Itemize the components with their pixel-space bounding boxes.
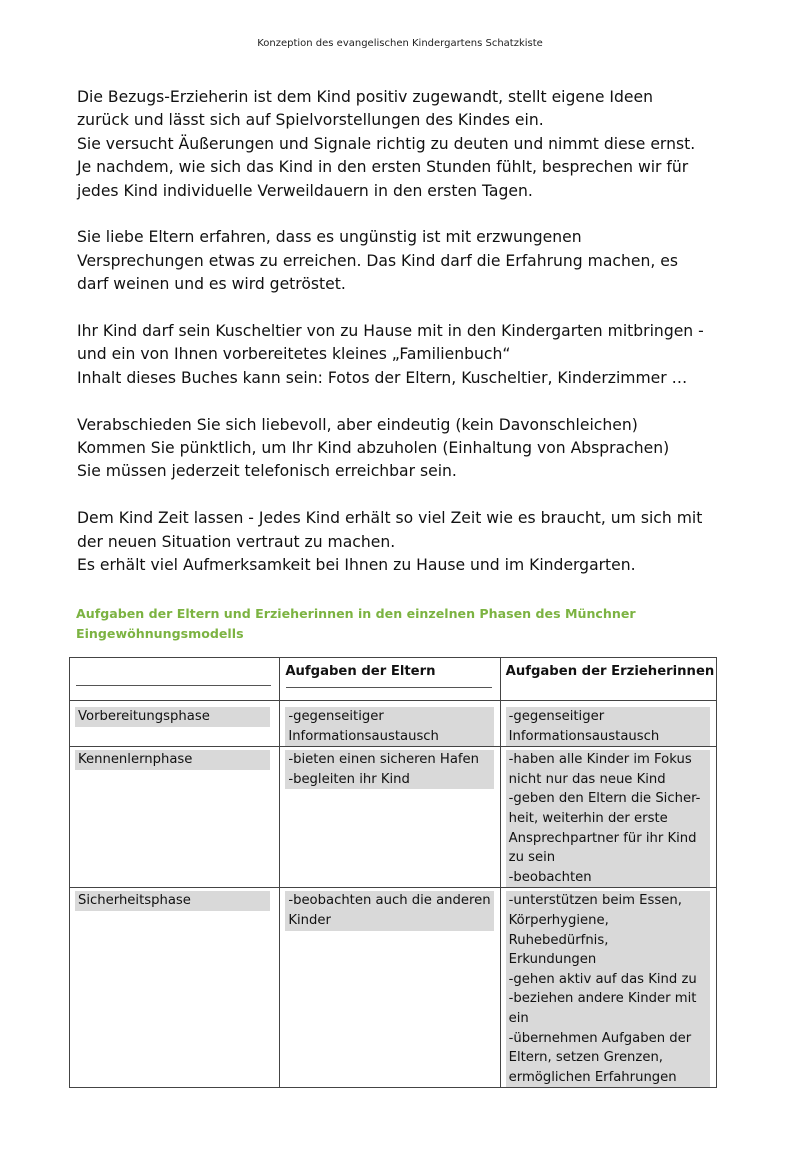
text-line: Sie versucht Äußerungen und Signale richtig zu deuten und nimmt diese ernst.: [77, 134, 696, 153]
task-line: zu sein: [506, 848, 710, 868]
text-line: Sie müssen jederzeit telefonisch erreichbar sein.: [77, 462, 457, 481]
table-header-cell: [70, 658, 280, 701]
task-line: -beziehen andere Kinder mit: [506, 989, 710, 1009]
task-line: heit, weiterhin der erste: [506, 809, 710, 829]
table-row: [70, 747, 717, 888]
task-line: Körperhygiene,: [506, 911, 710, 931]
phase-table: [69, 657, 717, 1088]
table-header-row: [70, 658, 717, 701]
body-text: [77, 86, 757, 601]
table-header-cell: [280, 658, 500, 701]
text-line: der neuen Situation vertraut zu machen.: [77, 532, 396, 551]
table-row: [70, 888, 717, 1088]
task-line: ein: [506, 1009, 710, 1029]
task-line: Eltern, setzen Grenzen,: [506, 1048, 710, 1068]
phase-cell: [70, 888, 280, 1088]
text-line: Versprechungen etwas zu erreichen. Das Kind darf die Erfahrung machen, es: [77, 251, 678, 270]
table-header-cell: [500, 658, 716, 701]
text-line: darf weinen und es wird getröstet.: [77, 275, 346, 294]
text-line: und ein von Ihnen vorbereitetes kleines „Familienbuch“: [77, 345, 511, 364]
text-line: zurück und lässt sich auf Spielvorstellungen des Kindes ein.: [77, 111, 544, 130]
task-line: Ansprechpartner für ihr Kind: [506, 829, 710, 849]
task-line: -beobachten auch die anderen: [285, 891, 493, 911]
paragraph: [77, 226, 757, 296]
task-line: ermöglichen Erfahrungen: [506, 1068, 710, 1088]
erzieherinnen-cell: [500, 701, 716, 747]
paragraph: [77, 320, 757, 390]
task-line: Informationsaustausch: [506, 727, 710, 747]
header-label: Aufgaben der Erzieherinnen: [505, 664, 715, 679]
task-line: Informationsaustausch: [285, 727, 493, 747]
text-line: Sie liebe Eltern erfahren, dass es ungünstig ist mit erzwungenen: [77, 228, 582, 247]
task-line: Ruhebedürfnis,: [506, 931, 710, 951]
eltern-cell: [280, 747, 500, 888]
task-line: -begleiten ihr Kind: [285, 770, 493, 790]
phase-cell: [70, 747, 280, 888]
page-header: Konzeption des evangelischen Kindergartens Schatzkiste: [257, 38, 543, 49]
eltern-cell: [280, 888, 500, 1088]
paragraph: [77, 414, 757, 484]
task-line: -bieten einen sicheren Hafen: [285, 750, 493, 770]
header-underline: [286, 687, 491, 688]
phase-label: Sicherheitsphase: [75, 891, 270, 911]
task-line: Kinder: [285, 911, 493, 931]
header-label: [70, 658, 279, 662]
text-line: Kommen Sie pünktlich, um Ihr Kind abzuholen (Einhaltung von Absprachen): [77, 439, 670, 458]
phase-label: Vorbereitungsphase: [75, 707, 270, 727]
header-label: Aufgaben der Eltern: [285, 664, 436, 679]
task-line: -haben alle Kinder im Fokus: [506, 750, 710, 770]
text-line: Ihr Kind darf sein Kuscheltier von zu Hause mit in den Kindergarten mitbringen -: [77, 322, 704, 341]
text-line: Die Bezugs-Erzieherin ist dem Kind positiv zugewandt, stellt eigene Ideen: [77, 88, 653, 106]
eltern-cell: [280, 701, 500, 747]
phase-cell: [70, 701, 280, 747]
table-row: [70, 701, 717, 747]
erzieherinnen-cell: [500, 747, 716, 888]
header-underline: [76, 685, 271, 686]
text-line: Je nachdem, wie sich das Kind in den ersten Stunden fühlt, besprechen wir für: [77, 158, 689, 177]
task-line: -unterstützen beim Essen,: [506, 891, 710, 911]
text-line: Dem Kind Zeit lassen - Jedes Kind erhält so viel Zeit wie es braucht, um sich mit: [77, 509, 703, 528]
task-line: -übernehmen Aufgaben der: [506, 1029, 710, 1049]
heading-line: Eingewöhnungsmodells: [76, 626, 244, 641]
task-line: -geben den Eltern die Sicher-: [506, 789, 710, 809]
text-line: Inhalt dieses Buches kann sein: Fotos der Eltern, Kuscheltier, Kinderzimmer …: [77, 368, 688, 387]
text-line: Es erhält viel Aufmerksamkeit bei Ihnen zu Hause und im Kindergarten.: [77, 556, 636, 575]
text-line: Verabschieden Sie sich liebevoll, aber eindeutig (kein Davonschleichen): [77, 415, 638, 434]
task-line: Erkundungen: [506, 950, 710, 970]
heading-line: Aufgaben der Eltern und Erzieherinnen in den einzelnen Phasen des Münchner: [76, 606, 636, 621]
task-line: nicht nur das neue Kind: [506, 770, 710, 790]
paragraph: [77, 507, 757, 577]
paragraph: [77, 86, 757, 203]
task-line: -beobachten: [506, 868, 710, 888]
erzieherinnen-cell: [500, 888, 716, 1088]
task-line: -gehen aktiv auf das Kind zu: [506, 970, 710, 990]
phase-label: Kennenlernphase: [75, 750, 270, 770]
task-line: -gegenseitiger: [506, 707, 710, 727]
text-line: jedes Kind individuelle Verweildauern in den ersten Tagen.: [77, 181, 533, 200]
section-heading: [76, 604, 716, 644]
task-line: -gegenseitiger: [285, 707, 493, 727]
